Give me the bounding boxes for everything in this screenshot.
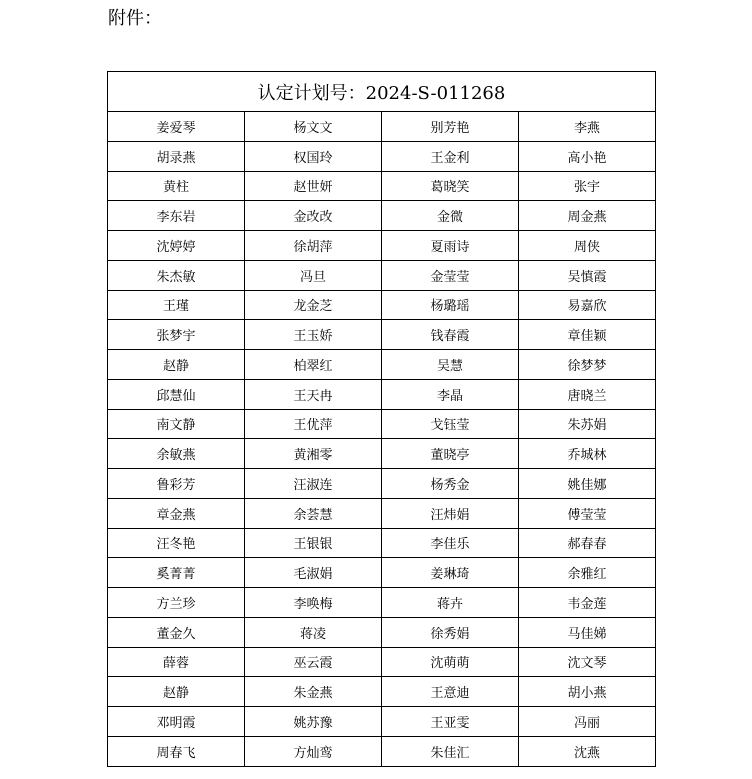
table-row bbox=[108, 528, 656, 558]
name-cell: 姜琳琦 bbox=[382, 558, 519, 588]
name-cell: 章金燕 bbox=[108, 498, 245, 528]
name-cell: 金莹莹 bbox=[382, 260, 519, 290]
table-row bbox=[108, 231, 656, 261]
name-cell: 董晓亭 bbox=[382, 439, 519, 469]
name-cell: 徐胡萍 bbox=[245, 231, 382, 261]
name-cell: 徐梦梦 bbox=[519, 350, 656, 380]
name-cell: 别芳艳 bbox=[382, 112, 519, 142]
name-cell: 金改改 bbox=[245, 201, 382, 231]
name-cell: 李东岩 bbox=[108, 201, 245, 231]
name-cell: 王天冉 bbox=[245, 379, 382, 409]
name-cell: 吴慎霞 bbox=[519, 260, 656, 290]
name-cell: 邓明霞 bbox=[108, 707, 245, 737]
name-cell: 王金利 bbox=[382, 141, 519, 171]
name-cell: 蒋凌 bbox=[245, 617, 382, 647]
name-cell: 方兰珍 bbox=[108, 588, 245, 618]
name-cell: 汪炜娟 bbox=[382, 498, 519, 528]
table-row bbox=[108, 201, 656, 231]
name-cell: 杨秀金 bbox=[382, 469, 519, 499]
name-cell: 奚菁菁 bbox=[108, 558, 245, 588]
name-cell: 董金久 bbox=[108, 617, 245, 647]
name-cell: 方灿鸾 bbox=[245, 736, 382, 766]
roster-body bbox=[108, 112, 656, 767]
table-row bbox=[108, 498, 656, 528]
name-cell: 李唤梅 bbox=[245, 588, 382, 618]
name-cell: 赵静 bbox=[108, 350, 245, 380]
name-cell: 黄柱 bbox=[108, 171, 245, 201]
name-cell: 章佳颖 bbox=[519, 320, 656, 350]
roster-table bbox=[107, 71, 656, 767]
table-row bbox=[108, 290, 656, 320]
name-cell: 李燕 bbox=[519, 112, 656, 142]
table-row bbox=[108, 141, 656, 171]
name-cell: 吴慧 bbox=[382, 350, 519, 380]
name-cell: 沈文琴 bbox=[519, 647, 656, 677]
plan-title: 认定计划号：2024-S-011268 bbox=[108, 72, 656, 112]
name-cell: 王意迪 bbox=[382, 677, 519, 707]
table-row bbox=[108, 588, 656, 618]
name-cell: 杨璐瑶 bbox=[382, 290, 519, 320]
name-cell: 傅莹莹 bbox=[519, 498, 656, 528]
name-cell: 赵静 bbox=[108, 677, 245, 707]
name-cell: 余荟慧 bbox=[245, 498, 382, 528]
name-cell: 周侠 bbox=[519, 231, 656, 261]
name-cell: 汪冬艳 bbox=[108, 528, 245, 558]
table-row bbox=[108, 409, 656, 439]
name-cell: 马佳娣 bbox=[519, 617, 656, 647]
name-cell: 姜爱琴 bbox=[108, 112, 245, 142]
name-cell: 王优萍 bbox=[245, 409, 382, 439]
name-cell: 黄湘零 bbox=[245, 439, 382, 469]
table-row bbox=[108, 171, 656, 201]
name-cell: 张宇 bbox=[519, 171, 656, 201]
name-cell: 易嘉欣 bbox=[519, 290, 656, 320]
name-cell: 朱佳汇 bbox=[382, 736, 519, 766]
name-cell: 张梦宇 bbox=[108, 320, 245, 350]
name-cell: 戈钰莹 bbox=[382, 409, 519, 439]
name-cell: 龙金芝 bbox=[245, 290, 382, 320]
name-cell: 薛蓉 bbox=[108, 647, 245, 677]
name-cell: 郝春春 bbox=[519, 528, 656, 558]
name-cell: 朱苏娟 bbox=[519, 409, 656, 439]
name-cell: 蒋卉 bbox=[382, 588, 519, 618]
name-cell: 王玉娇 bbox=[245, 320, 382, 350]
table-row bbox=[108, 112, 656, 142]
name-cell: 鲁彩芳 bbox=[108, 469, 245, 499]
name-cell: 汪淑连 bbox=[245, 469, 382, 499]
table-header-row bbox=[108, 72, 656, 112]
name-cell: 冯丽 bbox=[519, 707, 656, 737]
table-row bbox=[108, 260, 656, 290]
table-row bbox=[108, 469, 656, 499]
name-cell: 朱杰敏 bbox=[108, 260, 245, 290]
name-cell: 赵世妍 bbox=[245, 171, 382, 201]
name-cell: 姚佳娜 bbox=[519, 469, 656, 499]
name-cell: 胡录燕 bbox=[108, 141, 245, 171]
name-cell: 权国玲 bbox=[245, 141, 382, 171]
name-cell: 王瑾 bbox=[108, 290, 245, 320]
name-cell: 夏雨诗 bbox=[382, 231, 519, 261]
table-row bbox=[108, 677, 656, 707]
table-row bbox=[108, 379, 656, 409]
table-row bbox=[108, 558, 656, 588]
table-row bbox=[108, 350, 656, 380]
name-cell: 巫云霞 bbox=[245, 647, 382, 677]
name-cell: 朱金燕 bbox=[245, 677, 382, 707]
table-row bbox=[108, 439, 656, 469]
name-cell: 杨文文 bbox=[245, 112, 382, 142]
name-cell: 乔城林 bbox=[519, 439, 656, 469]
name-cell: 胡小燕 bbox=[519, 677, 656, 707]
name-cell: 余雅红 bbox=[519, 558, 656, 588]
name-cell: 韦金莲 bbox=[519, 588, 656, 618]
name-cell: 周金燕 bbox=[519, 201, 656, 231]
name-cell: 毛淑娟 bbox=[245, 558, 382, 588]
table-row bbox=[108, 736, 656, 766]
name-cell: 姚苏豫 bbox=[245, 707, 382, 737]
name-cell: 金微 bbox=[382, 201, 519, 231]
name-cell: 邱慧仙 bbox=[108, 379, 245, 409]
name-cell: 唐晓兰 bbox=[519, 379, 656, 409]
name-cell: 周春飞 bbox=[108, 736, 245, 766]
name-cell: 李佳乐 bbox=[382, 528, 519, 558]
name-cell: 柏翠红 bbox=[245, 350, 382, 380]
name-cell: 沈燕 bbox=[519, 736, 656, 766]
name-cell: 李晶 bbox=[382, 379, 519, 409]
name-cell: 冯旦 bbox=[245, 260, 382, 290]
table-row bbox=[108, 320, 656, 350]
name-cell: 钱春霞 bbox=[382, 320, 519, 350]
name-cell: 王亚雯 bbox=[382, 707, 519, 737]
name-cell: 南文静 bbox=[108, 409, 245, 439]
name-cell: 余敏燕 bbox=[108, 439, 245, 469]
table-row bbox=[108, 707, 656, 737]
attachment-label: 附件： bbox=[108, 8, 162, 29]
name-cell: 沈婷婷 bbox=[108, 231, 245, 261]
table-row bbox=[108, 617, 656, 647]
name-cell: 高小艳 bbox=[519, 141, 656, 171]
name-cell: 葛晓笑 bbox=[382, 171, 519, 201]
name-cell: 王银银 bbox=[245, 528, 382, 558]
name-cell: 沈萌萌 bbox=[382, 647, 519, 677]
name-cell: 徐秀娟 bbox=[382, 617, 519, 647]
table-row bbox=[108, 647, 656, 677]
